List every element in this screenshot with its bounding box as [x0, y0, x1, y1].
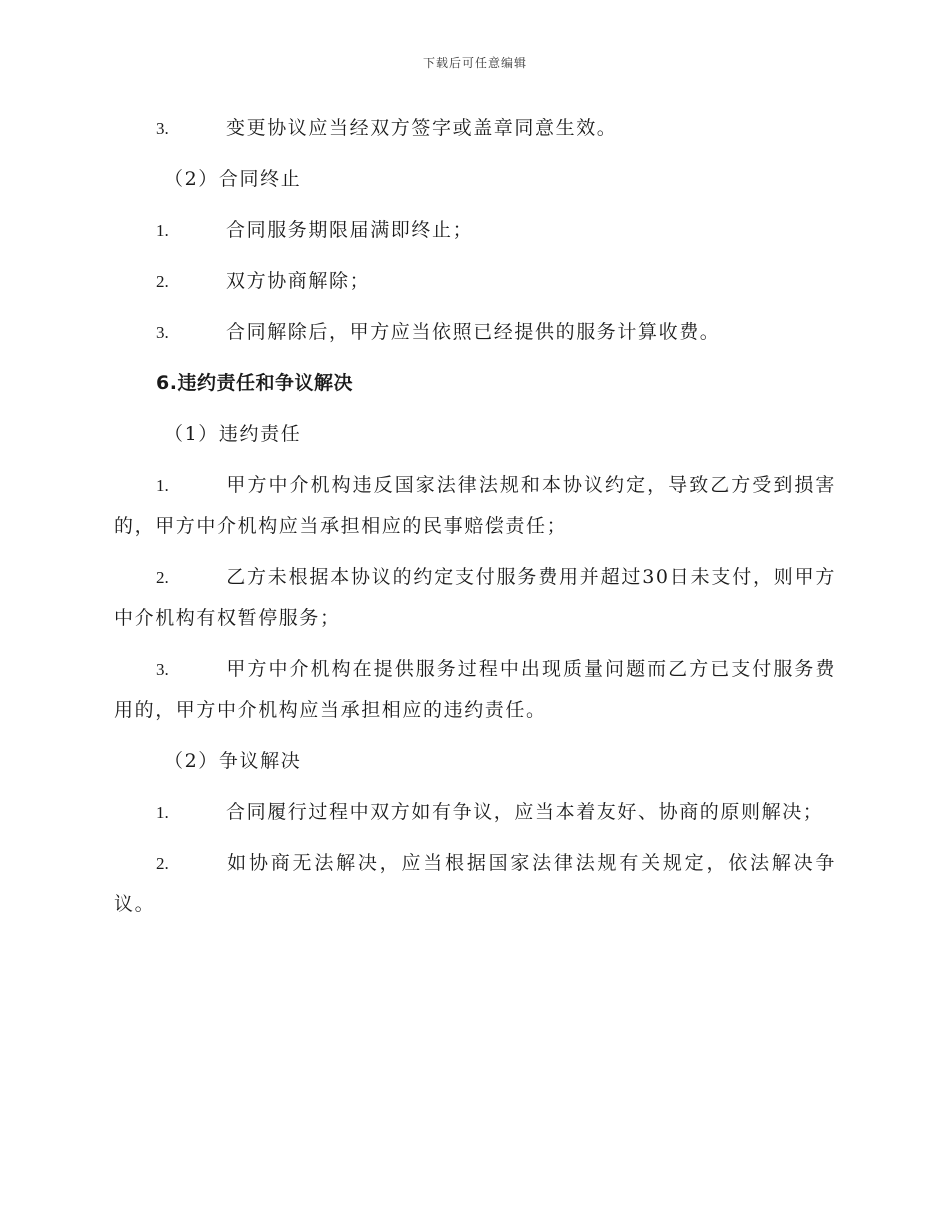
list-item [114, 557, 836, 639]
list-item [114, 649, 836, 731]
item-number: 2. [156, 272, 169, 291]
subsection-heading: （2）争议解决 [164, 750, 302, 772]
item-text: 变更协议应当经双方签字或盖章同意生效。 [226, 117, 618, 139]
item-text: 乙方未根据本协议的约定支付服务费用并超过30日未支付，则甲方中介机构有权暂停服务； [114, 566, 836, 629]
item-number: 1. [156, 803, 169, 822]
list-item [114, 792, 836, 833]
document-body [114, 108, 836, 935]
item-number: 2. [156, 854, 169, 873]
item-number: 2. [156, 568, 169, 587]
item-number: 3. [156, 119, 169, 138]
list-item [114, 108, 836, 149]
page-header: 下载后可任意编辑 [422, 56, 527, 70]
list-item [114, 465, 836, 547]
item-text: 合同履行过程中双方如有争议，应当本着友好、协商的原则解决； [226, 801, 824, 823]
item-text: 如协商无法解决，应当根据国家法律法规有关规定，依法解决争议。 [114, 852, 836, 915]
subsection-heading: （1）违约责任 [164, 423, 302, 445]
list-item [114, 843, 836, 925]
item-number: 1. [156, 476, 169, 495]
list-item [114, 210, 836, 251]
item-number: 3. [156, 660, 169, 679]
item-text: 甲方中介机构违反国家法律法规和本协议约定，导致乙方受到损害的，甲方中介机构应当承担相应的民事赔偿责任； [114, 474, 836, 537]
item-text: 双方协商解除； [226, 270, 371, 292]
item-text: 甲方中介机构在提供服务过程中出现质量问题而乙方已支付服务费用的，甲方中介机构应当承担相应的违约责任。 [114, 658, 836, 721]
item-text: 合同解除后，甲方应当依照已经提供的服务计算收费。 [226, 321, 721, 343]
list-item [114, 261, 836, 302]
section-heading: 6.违约责任和争议解决 [156, 372, 353, 394]
item-text: 合同服务期限届满即终止； [226, 219, 474, 241]
list-item [114, 312, 836, 353]
item-number: 3. [156, 323, 169, 342]
item-number: 1. [156, 221, 169, 240]
subsection-heading: （2）合同终止 [164, 168, 302, 190]
